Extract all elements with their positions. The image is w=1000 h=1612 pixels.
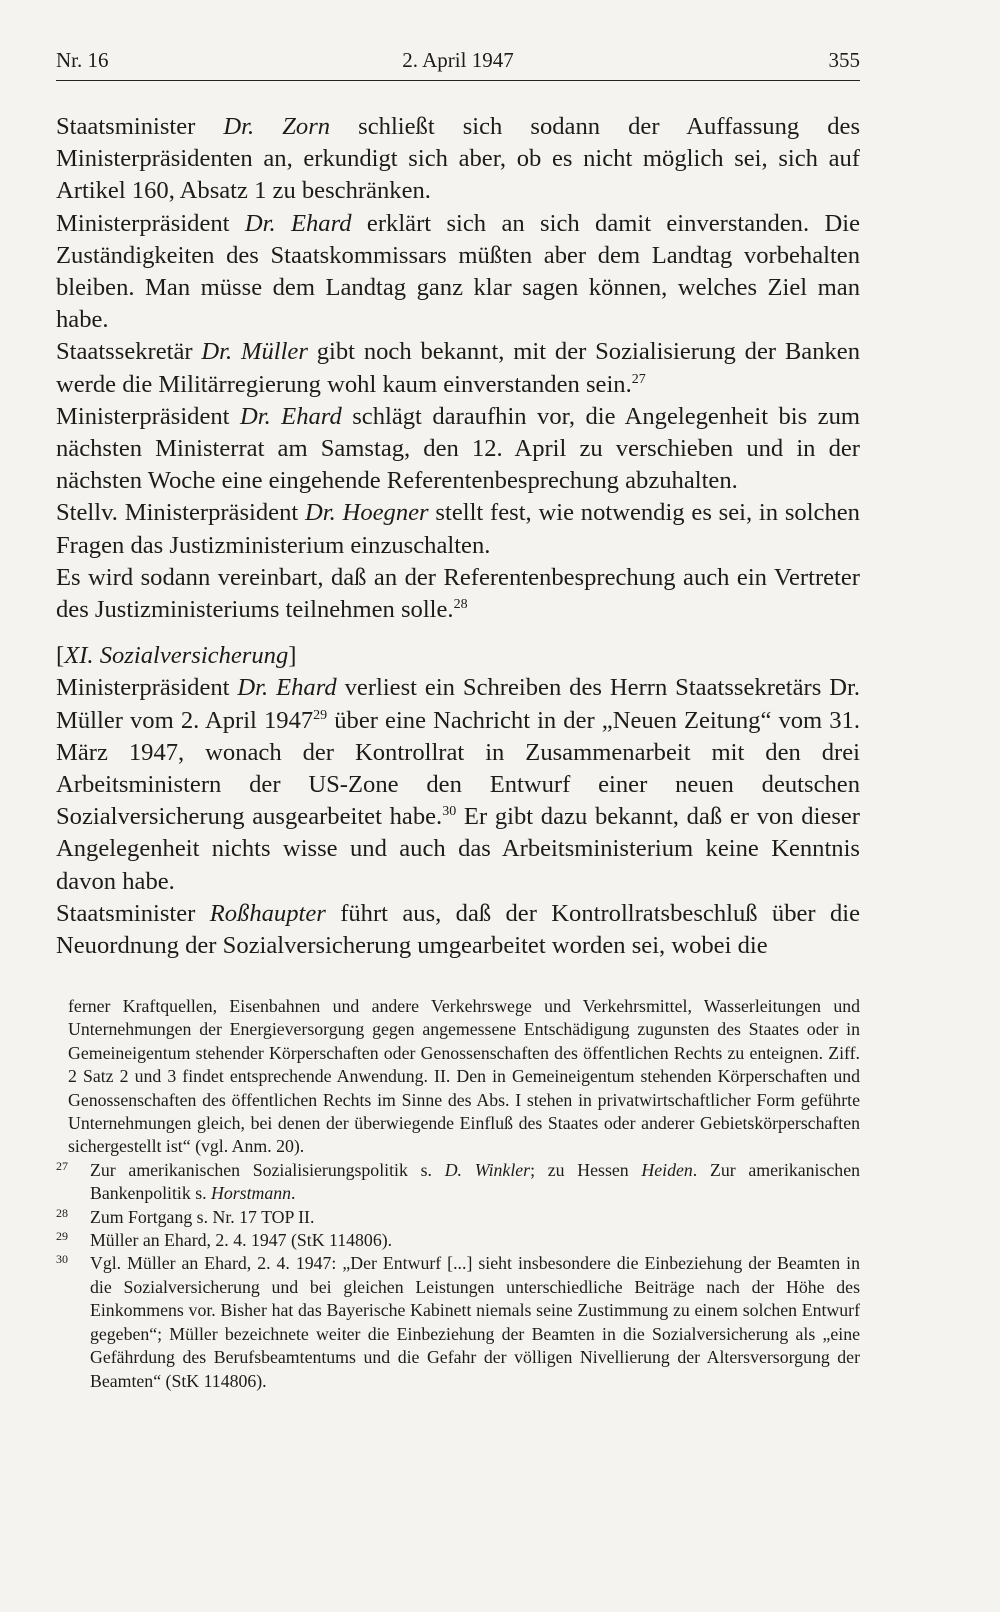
- text-run: Ministerpräsident: [56, 674, 238, 702]
- footnote-reference: 28: [453, 597, 468, 613]
- text-run: . Zur amerikanischen Bankenpolitik s.: [90, 1159, 860, 1204]
- italic-text: XI. Sozialversicherung: [64, 642, 289, 670]
- page-number: 355: [828, 48, 860, 72]
- paragraph: [56, 898, 860, 962]
- paragraph: [56, 111, 860, 208]
- footnote: [56, 1159, 860, 1206]
- section-heading: [56, 640, 860, 672]
- footnote-continuation: ferner Kraftquellen, Eisenbahnen und andere Verkehrswege und Verkehrsmittel, Wasserleitungen und Unternehmungen der Energieversorgung gegen angemessene Entschädigung zugunsten des Staates oder in Gemeineigentum stehender Körperschaften oder Genossenschaften des öffentlichen Rechts zu enteignen. Ziff. 2 Satz 2 und 3 findet entsprechende Anwendung. II. Den in Gemeineigentum stehenden Körperschaften und Genossenschaften des öffentlichen Rechts im Sinne des Abs. I stehen in privatwirtschaftlicher Form geführte Unternehmungen gleich, bei denen der überwiegende Einfluß des Staates oder anderer Gebietskörperschaften sichergestellt ist“ (vgl. Anm. 20).: [68, 996, 860, 1157]
- paragraph: [56, 336, 860, 400]
- text-run: Stellv. Ministerpräsident: [56, 499, 306, 527]
- footnote-number: 27: [56, 1158, 68, 1173]
- footnotes-section: [56, 995, 860, 1393]
- text-run: Es wird sodann vereinbart, daß an der Referentenbesprechung auch ein Vertreter des Justizministeriums teilnehmen solle.: [56, 563, 860, 624]
- text-run: Staatsminister: [56, 113, 224, 140]
- paragraph: [56, 497, 860, 561]
- paragraph: [56, 562, 860, 626]
- text-run: über eine Nachricht in der „Neuen Zeitung“ vom 31. März 1947, wonach der Kontrollrat in Zusammenarbeit mit den drei Arbeitsministern der US-Zone den Entwurf einer neuen deutschen Sozialversicherung ausgearbeitet habe.: [56, 706, 861, 831]
- italic-text: Dr. Zorn: [223, 113, 331, 140]
- footnote-number: 28: [56, 1205, 68, 1220]
- footnote-reference: 27: [631, 371, 646, 387]
- text-run: Müller an Ehard, 2. 4. 1947 (StK 114806).: [90, 1230, 393, 1251]
- text-run: stellt fest, wie notwendig es sei, in solchen Fragen das Justizministerium einzuschalten.: [56, 499, 860, 559]
- text-run: Er gibt dazu bekannt, daß er von dieser Angelegenheit nichts wisse und auch das Arbeitsministerium keine Kenntnis davon habe.: [56, 803, 860, 895]
- footnote-number: 29: [56, 1229, 68, 1244]
- italic-text: Heiden: [641, 1159, 693, 1180]
- text-run: ; zu Hessen: [530, 1159, 642, 1180]
- italic-text: Roßhaupter: [209, 899, 326, 927]
- footnote-text: [90, 1229, 860, 1252]
- footnote-text: [90, 1252, 860, 1392]
- text-run: schlägt daraufhin vor, die Angelegenheit bis zum nächsten Ministerrat am Samstag, den 12. April zu verschieben und in der nächsten Woche eine eingehende Referentenbesprechung abzuhalten.: [56, 402, 860, 495]
- text-run: [: [56, 642, 65, 670]
- italic-text: Dr. Ehard: [244, 209, 352, 237]
- text-run: verliest ein Schreiben des Herrn Staatssekretärs Dr. Müller vom 2. April 1947: [56, 674, 860, 734]
- italic-text: D. Winkler: [444, 1159, 531, 1180]
- main-text: [56, 111, 860, 962]
- footnote-text: [90, 1206, 860, 1229]
- footnote-text: [90, 1159, 860, 1206]
- text-run: Ministerpräsident: [56, 209, 245, 237]
- text-run: erklärt sich an sich damit einverstanden. Die Zuständigkeiten des Staatskommissars müßten aber dem Landtag vorbehalten bleiben. Man müsse dem Landtag ganz klar sagen können, welches Ziel man habe.: [56, 209, 860, 334]
- text-run: Staatssekretär: [56, 338, 202, 366]
- text-run: Staatsminister: [56, 899, 210, 927]
- text-run: Zur amerikanischen Sozialisierungspolitik s.: [90, 1159, 445, 1180]
- header-date: 2. April 1947: [402, 48, 514, 72]
- document-number: Nr. 16: [56, 48, 109, 72]
- paragraph: [56, 672, 860, 897]
- text-run: schließt sich sodann der Auffassung des Ministerpräsidenten an, erkundigt sich aber, ob es nicht möglich sei, sich auf Artikel 160, Absatz 1 zu beschränken.: [56, 113, 861, 205]
- italic-text: Dr. Hoegner: [305, 499, 429, 527]
- text-run: gibt noch bekannt, mit der Sozialisierung der Banken werde die Militärregierung wohl kaum einverstanden sein.: [56, 338, 860, 398]
- text-run: Zum Fortgang s. Nr. 17 TOP II.: [90, 1206, 315, 1227]
- italic-text: Horstmann: [211, 1183, 292, 1204]
- running-header: [56, 46, 860, 81]
- italic-text: Dr. Müller: [201, 338, 308, 366]
- text-run: .: [291, 1183, 296, 1204]
- paragraph: [56, 401, 860, 498]
- italic-text: Dr. Ehard: [239, 402, 342, 430]
- text-run: Ministerpräsident: [56, 402, 240, 430]
- italic-text: Dr. Ehard: [237, 674, 337, 702]
- footnote: [56, 1206, 860, 1229]
- footnote-number: 30: [56, 1252, 68, 1267]
- text-run: führt aus, daß der Kontrollratsbeschluß über die Neuordnung der Sozialversicherung umgearbeitet worden sei, wobei die: [56, 899, 861, 960]
- text-run: Vgl. Müller an Ehard, 2. 4. 1947: „Der Entwurf [...] sieht insbesondere die Einbeziehung der Beamten in die Sozialversicherung und bei gleichen Leistungen unterschiedliche Beiträge nach der Höhe des Einkommens vor. Bisher hat das Bayerische Kabinett niemals seine Zustimmung zu einem solchen Entwurf gegeben“; Müller bezeichnete weiter die Einbeziehung der Beamten in die Sozialversicherung als „eine Gefährdung des Berufsbeamtentums und die Gefahr der völligen Nivellierung der Altersversorgung der Beamten“ (StK 114806).: [90, 1253, 860, 1391]
- footnote-reference: 30: [442, 804, 457, 820]
- paragraph: [56, 208, 860, 337]
- footnote: [56, 1252, 860, 1392]
- text-run: ]: [288, 642, 297, 670]
- footnote: [56, 1229, 860, 1252]
- footnote-reference: 29: [313, 707, 328, 723]
